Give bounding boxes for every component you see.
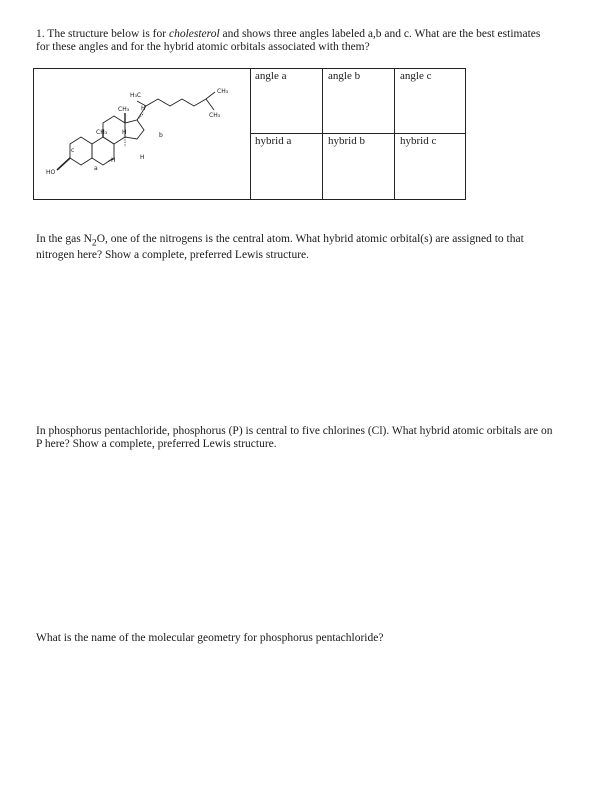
angle-a-cell[interactable]: angle a xyxy=(255,70,287,82)
angle-hybrid-table xyxy=(250,69,466,199)
label-h-lower-right: H xyxy=(140,154,145,161)
label-ch3-chain-end: CH₃ xyxy=(217,88,229,95)
angle-c-cell[interactable]: angle c xyxy=(394,69,466,133)
question-4-text: What is the name of the molecular geometry for phosphorus pentachloride? xyxy=(36,632,384,644)
question-2-text-end: O, one of the nitrogens is the central atom. What hybrid atomic orbital(s) are assigned to that nitrogen here? Show a complete, preferred Lewis structure. xyxy=(36,233,524,262)
question-4 xyxy=(36,632,556,645)
question-1-number: 1. xyxy=(36,28,45,40)
label-angle-b: b xyxy=(159,132,163,139)
label-h-lower-left: H xyxy=(111,157,116,164)
angle-b-cell[interactable]: angle b xyxy=(322,69,394,133)
question-2 xyxy=(36,233,556,262)
label-h-middle: H xyxy=(122,129,127,136)
question-2-subscript: 2 xyxy=(91,237,97,249)
label-angle-c: c xyxy=(71,147,75,154)
cholesterol-structure xyxy=(34,69,251,199)
label-ch3-upper: CH₃ xyxy=(118,106,130,113)
hybrid-b-cell[interactable]: hybrid b xyxy=(322,133,394,199)
hybrid-c-cell[interactable]: hybrid c xyxy=(394,133,466,199)
question-1 xyxy=(36,28,556,54)
question-2-text-start: In the gas N xyxy=(36,233,92,245)
question-3-text: In phosphorus pentachloride, phosphorus (P) is central to five chlorines (Cl). What hybrid atomic orbitals are on P here? Show a complete, preferred Lewis structure. xyxy=(36,425,553,450)
label-angle-a: a xyxy=(94,165,98,172)
question-1-text-end: and shows three angles labeled a,b and c. What are the best estimates for these angles and for the hybrid atomic orbitals associated with them? xyxy=(36,28,541,53)
hybrid-a-cell[interactable]: hybrid a xyxy=(250,133,322,199)
question-3 xyxy=(36,425,556,451)
question-1-molecule: cholesterol xyxy=(168,28,220,40)
question-1-text-start: The structure below is for xyxy=(47,28,167,40)
label-ch3-chain-branch: CH₃ xyxy=(209,112,221,119)
label-h3c: H₃C xyxy=(130,92,142,99)
answer-box xyxy=(33,68,466,200)
label-ch3-lower: CH₃ xyxy=(96,129,108,136)
label-h-upper: H xyxy=(141,105,146,112)
label-ho: HO xyxy=(46,169,56,176)
